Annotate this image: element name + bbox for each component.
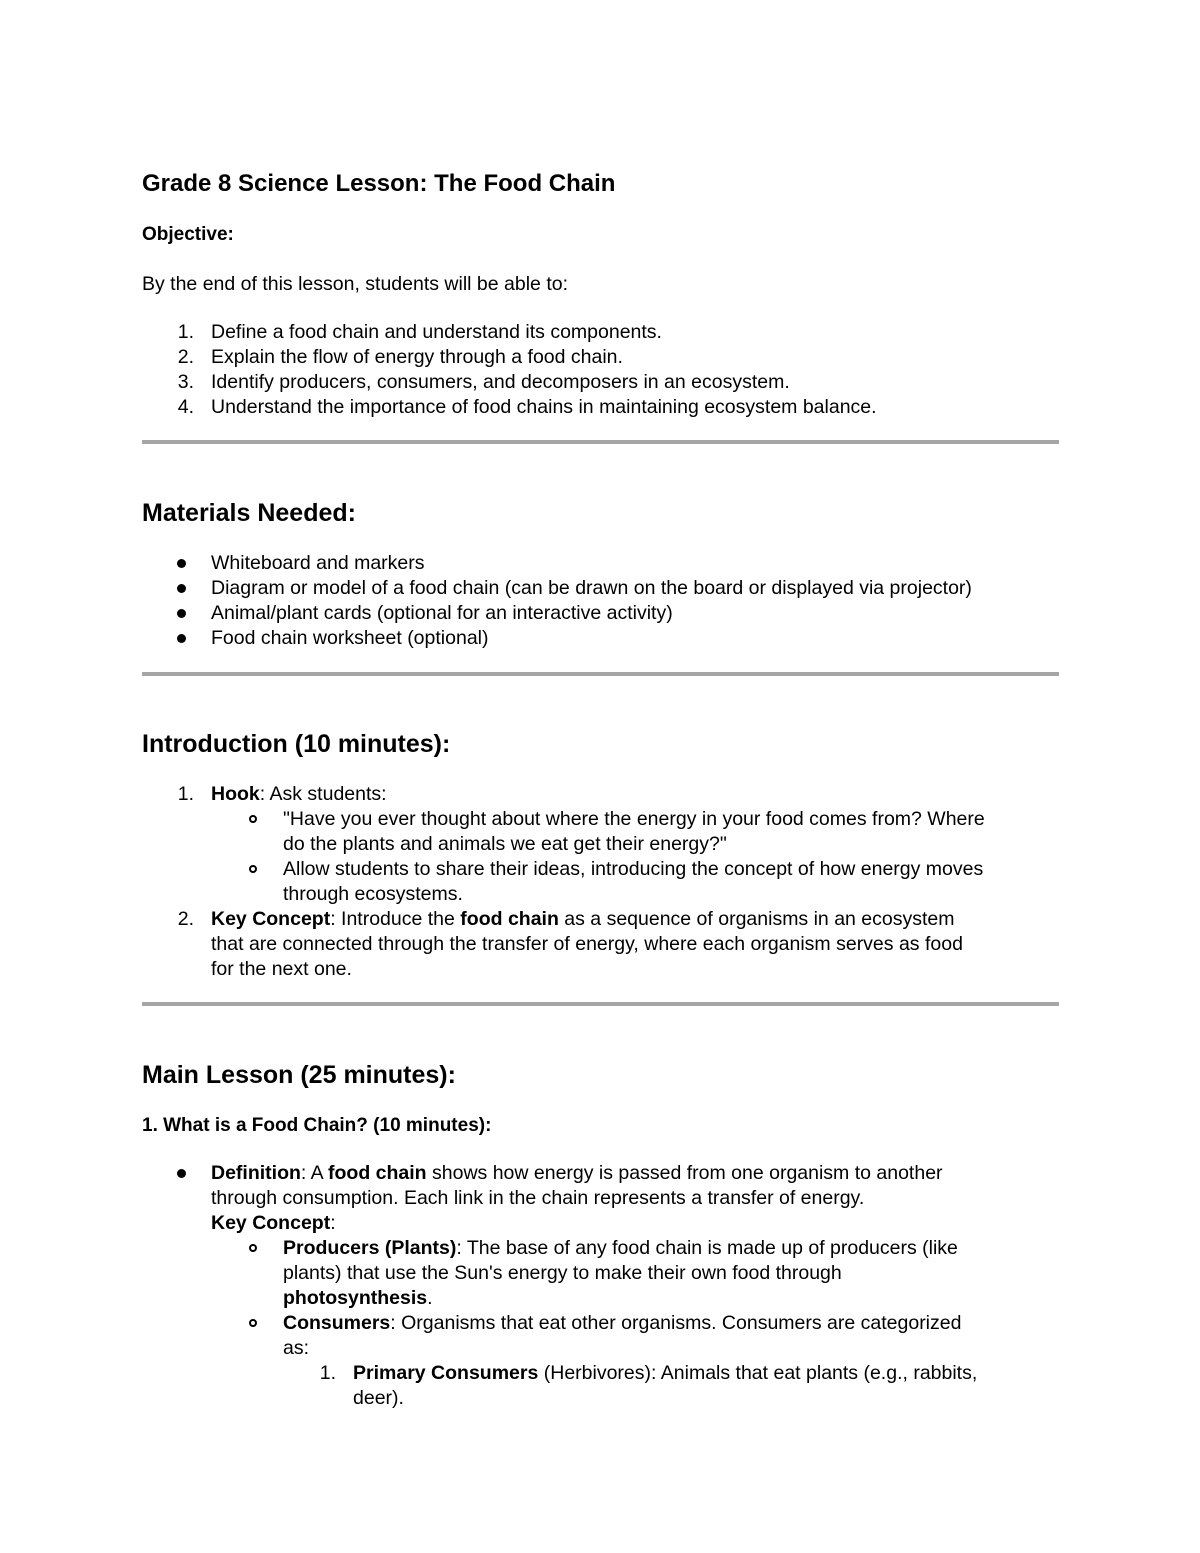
- primary-consumers-line: [353, 1361, 977, 1386]
- materials-item: Diagram or model of a food chain (can be drawn on the board or displayed via projector): [211, 577, 972, 599]
- hook-label: Hook: [211, 783, 260, 805]
- sub-bullet-icon: [249, 1244, 257, 1252]
- primary-consumers-text: (Herbivores): Animals that eat plants (e.g., rabbits,: [538, 1362, 978, 1384]
- key-concept-line: for the next one.: [211, 958, 352, 980]
- definition-text: shows how energy is passed from one organism to another: [426, 1162, 943, 1184]
- hook-text: : Ask students:: [259, 783, 387, 805]
- food-chain-term: food chain: [460, 908, 559, 930]
- consumers-line: as:: [283, 1337, 310, 1359]
- objective-item: Identify producers, consumers, and decomposers in an ecosystem.: [211, 371, 790, 393]
- key-concept-heading: [211, 1211, 336, 1236]
- bullet-icon: [177, 559, 186, 568]
- objective-item-number: 1.: [177, 321, 194, 343]
- objective-item-number: 3.: [177, 371, 194, 393]
- bullet-icon: [177, 1169, 186, 1178]
- main-lesson-heading: Main Lesson (25 minutes):: [142, 1061, 456, 1089]
- primary-consumers-label: Primary Consumers: [353, 1362, 539, 1384]
- section-divider: [142, 1002, 1059, 1006]
- producers-text: : The base of any food chain is made up of producers (like: [456, 1237, 958, 1259]
- intro-item-hook: [211, 782, 387, 807]
- consumers-line: [283, 1311, 961, 1336]
- intro-item-number: 2.: [177, 908, 194, 930]
- photosynthesis-term: photosynthesis: [283, 1287, 428, 1309]
- producers-text: .: [427, 1287, 433, 1309]
- intro-item-number: 1.: [177, 783, 194, 805]
- objective-item-number: 4.: [177, 396, 194, 418]
- objective-item: Understand the importance of food chains in maintaining ecosystem balance.: [211, 396, 877, 418]
- section-divider: [142, 672, 1059, 676]
- objective-item-number: 2.: [177, 346, 194, 368]
- producers-label: Producers (Plants): [283, 1237, 457, 1259]
- materials-item: Food chain worksheet (optional): [211, 627, 489, 649]
- producers-line: [283, 1286, 433, 1311]
- definition-line: [211, 1161, 943, 1186]
- consumers-text: : Organisms that eat other organisms. Consumers are categorized: [390, 1312, 962, 1334]
- bullet-icon: [177, 609, 186, 618]
- key-concept-text: as a sequence of organisms in an ecosystem: [558, 908, 955, 930]
- definition-line: through consumption. Each link in the chain represents a transfer of energy.: [211, 1187, 865, 1209]
- sub-bullet-icon: [249, 865, 257, 873]
- objective-heading: Objective:: [142, 224, 234, 245]
- hook-question-line: do the plants and animals we eat get their energy?": [283, 833, 727, 855]
- bullet-icon: [177, 584, 186, 593]
- objective-item: Define a food chain and understand its components.: [211, 321, 662, 343]
- page-title: Grade 8 Science Lesson: The Food Chain: [142, 170, 616, 197]
- materials-heading: Materials Needed:: [142, 499, 356, 527]
- key-concept-label: Key Concept: [211, 908, 331, 930]
- intro-item-key-concept: [211, 907, 955, 932]
- introduction-heading: Introduction (10 minutes):: [142, 730, 451, 758]
- objective-item: Explain the flow of energy through a food chain.: [211, 346, 623, 368]
- key-concept-text: : Introduce the: [330, 908, 461, 930]
- main-lesson-subheading: 1. What is a Food Chain? (10 minutes):: [142, 1115, 492, 1136]
- bullet-icon: [177, 634, 186, 643]
- section-divider: [142, 440, 1059, 444]
- hook-discussion-line: through ecosystems.: [283, 883, 463, 905]
- consumers-label: Consumers: [283, 1312, 391, 1334]
- key-concept-colon: :: [330, 1212, 336, 1234]
- key-concept-line: that are connected through the transfer of energy, where each organism serves as food: [211, 933, 963, 955]
- food-chain-term: food chain: [328, 1162, 427, 1184]
- producers-line: [283, 1236, 958, 1261]
- sub-bullet-icon: [249, 1319, 257, 1327]
- key-concept-label: Key Concept: [211, 1212, 331, 1234]
- consumer-type-number: 1.: [319, 1362, 336, 1384]
- definition-label: Definition: [211, 1162, 301, 1184]
- primary-consumers-line: deer).: [353, 1387, 404, 1409]
- hook-discussion-line: Allow students to share their ideas, introducing the concept of how energy moves: [283, 858, 984, 880]
- sub-bullet-icon: [249, 815, 257, 823]
- objective-intro: By the end of this lesson, students will be able to:: [142, 273, 569, 295]
- materials-item: Whiteboard and markers: [211, 552, 425, 574]
- producers-line: plants) that use the Sun's energy to make their own food through: [283, 1262, 842, 1284]
- materials-item: Animal/plant cards (optional for an interactive activity): [211, 602, 673, 624]
- hook-question-line: "Have you ever thought about where the energy in your food comes from? Where: [283, 808, 985, 830]
- definition-text: : A: [300, 1162, 329, 1184]
